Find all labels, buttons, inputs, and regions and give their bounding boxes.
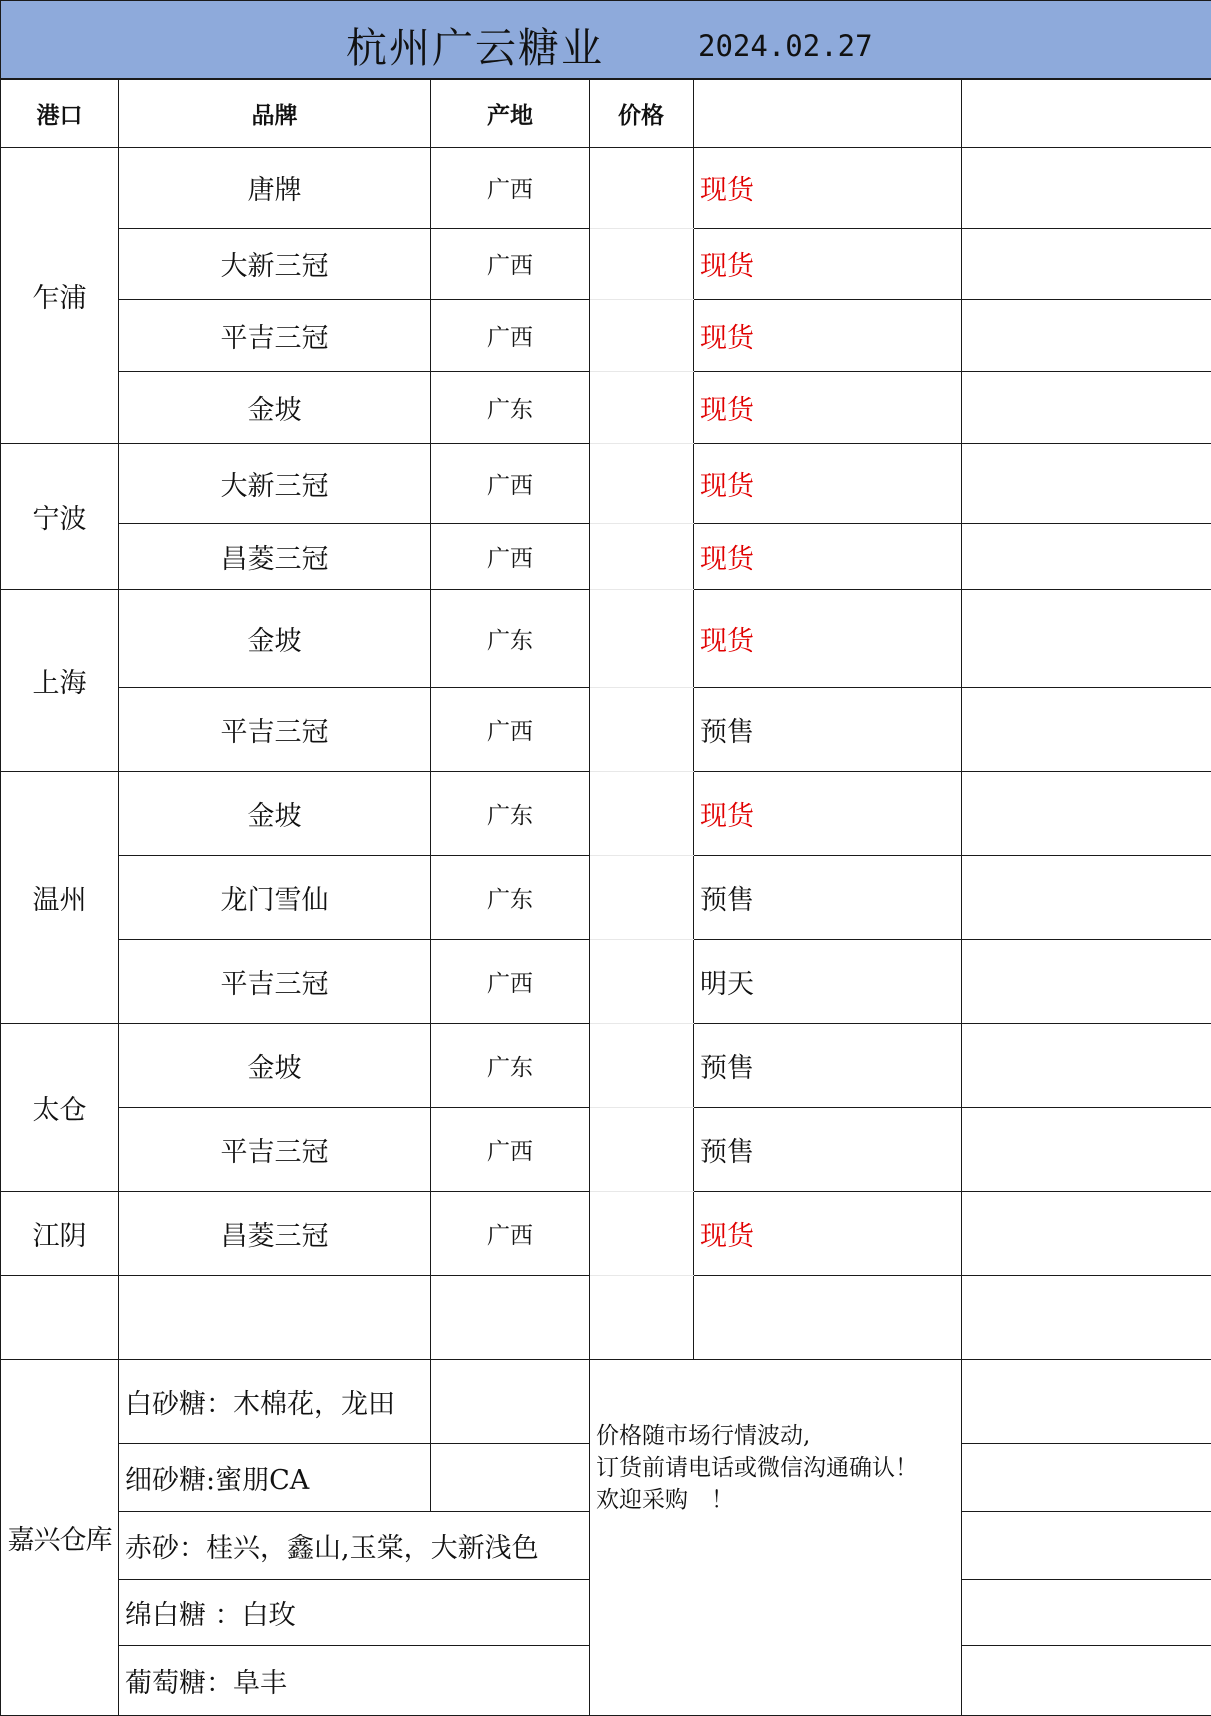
status-cell[interactable]: 现货 (694, 443, 962, 523)
blank-cell[interactable] (962, 855, 1211, 939)
origin-cell[interactable]: 广西 (431, 687, 590, 771)
blank-cell[interactable] (962, 299, 1211, 371)
blank-cell[interactable] (962, 228, 1211, 299)
brand-cell[interactable]: 昌菱三冠 (119, 523, 431, 589)
header-brand[interactable]: 品牌 (119, 79, 431, 147)
port-cell[interactable]: 乍浦 (1, 147, 119, 443)
blank-cell[interactable] (962, 443, 1211, 523)
blank-cell[interactable] (431, 1443, 590, 1511)
brand-cell[interactable]: 龙门雪仙 (119, 855, 431, 939)
price-cell[interactable] (590, 855, 694, 939)
brand-cell[interactable]: 金坡 (119, 1023, 431, 1107)
empty-row (1, 1275, 1211, 1359)
notice-line: 订货前请电话或微信沟通确认！ (596, 1452, 961, 1484)
table-row (1, 299, 1211, 371)
table-row (1, 523, 1211, 589)
brand-cell[interactable]: 金坡 (119, 371, 431, 443)
price-cell[interactable] (590, 371, 694, 443)
brand-cell[interactable]: 昌菱三冠 (119, 1191, 431, 1275)
sheet-date: 2024.02.27 (698, 29, 873, 63)
blank-cell[interactable] (962, 771, 1211, 855)
origin-cell[interactable]: 广西 (431, 1191, 590, 1275)
blank-cell[interactable] (962, 1645, 1211, 1715)
status-cell[interactable]: 现货 (694, 771, 962, 855)
table-row (1, 771, 1211, 855)
header-origin[interactable]: 产地 (431, 79, 590, 147)
port-cell[interactable]: 温州 (1, 771, 119, 1023)
blank-cell[interactable] (590, 1275, 694, 1359)
table-row (1, 147, 1211, 228)
blank-cell[interactable] (962, 939, 1211, 1023)
price-cell[interactable] (590, 589, 694, 687)
blank-cell[interactable] (962, 371, 1211, 443)
header-blank-1[interactable] (694, 79, 962, 147)
brand-cell[interactable]: 平吉三冠 (119, 1107, 431, 1191)
table-row (1, 228, 1211, 299)
table-row (1, 855, 1211, 939)
table-row (1, 939, 1211, 1023)
price-cell[interactable] (590, 228, 694, 299)
warehouse-row (1, 1359, 1211, 1443)
warehouse-item[interactable]: 白砂糖：木棉花，龙田 (119, 1359, 431, 1443)
origin-cell[interactable]: 广西 (431, 228, 590, 299)
status-cell[interactable]: 现货 (694, 523, 962, 589)
blank-cell[interactable] (962, 1511, 1211, 1579)
status-cell[interactable]: 现货 (694, 589, 962, 687)
origin-cell[interactable]: 广东 (431, 371, 590, 443)
status-cell[interactable]: 预售 (694, 687, 962, 771)
port-cell[interactable]: 江阴 (1, 1191, 119, 1275)
header-port[interactable]: 港口 (1, 79, 119, 147)
blank-cell[interactable] (962, 1023, 1211, 1107)
price-cell[interactable] (590, 443, 694, 523)
blank-cell[interactable] (1, 1275, 119, 1359)
brand-cell[interactable]: 大新三冠 (119, 228, 431, 299)
status-cell[interactable]: 现货 (694, 228, 962, 299)
price-cell[interactable] (590, 299, 694, 371)
blank-cell[interactable] (962, 1443, 1211, 1511)
origin-cell[interactable]: 广西 (431, 1107, 590, 1191)
table-row (1, 1107, 1211, 1191)
origin-cell[interactable]: 广西 (431, 939, 590, 1023)
notice-cell[interactable] (590, 1359, 962, 1715)
company-title: 杭州广云糖业 (346, 15, 604, 74)
blank-cell[interactable] (962, 1107, 1211, 1191)
table-row (1, 371, 1211, 443)
price-cell[interactable] (590, 687, 694, 771)
brand-cell[interactable]: 平吉三冠 (119, 939, 431, 1023)
price-cell[interactable] (590, 771, 694, 855)
origin-cell[interactable]: 广西 (431, 147, 590, 228)
table-row (1, 1023, 1211, 1107)
warehouse-item[interactable]: 细砂糖:蜜朋CA (119, 1443, 431, 1511)
title-bar (1, 1, 1211, 80)
blank-cell[interactable] (962, 687, 1211, 771)
table-row (1, 589, 1211, 687)
header-blank-2[interactable] (962, 79, 1211, 147)
price-cell[interactable] (590, 939, 694, 1023)
brand-cell[interactable]: 平吉三冠 (119, 299, 431, 371)
notice-line: 欢迎采购 ！ (596, 1484, 961, 1516)
header-price[interactable]: 价格 (590, 79, 694, 147)
notice-line: 价格随市场行情波动, (596, 1420, 961, 1452)
header-row (1, 79, 1211, 147)
brand-cell[interactable]: 大新三冠 (119, 443, 431, 523)
blank-cell[interactable] (962, 1579, 1211, 1645)
table-row (1, 1191, 1211, 1275)
port-cell[interactable]: 上海 (1, 589, 119, 771)
brand-cell[interactable]: 平吉三冠 (119, 687, 431, 771)
status-cell[interactable]: 预售 (694, 855, 962, 939)
status-cell[interactable]: 预售 (694, 1107, 962, 1191)
origin-cell[interactable]: 广西 (431, 523, 590, 589)
blank-cell[interactable] (694, 1275, 962, 1359)
status-cell[interactable]: 现货 (694, 1191, 962, 1275)
origin-cell[interactable]: 广东 (431, 855, 590, 939)
status-cell[interactable]: 现货 (694, 299, 962, 371)
status-cell[interactable]: 明天 (694, 939, 962, 1023)
blank-cell[interactable] (431, 1359, 590, 1443)
blank-cell[interactable] (962, 1359, 1211, 1443)
warehouse-name[interactable]: 嘉兴仓库 (1, 1359, 119, 1715)
port-cell[interactable]: 宁波 (1, 443, 119, 589)
origin-cell[interactable]: 广西 (431, 443, 590, 523)
price-cell[interactable] (590, 1107, 694, 1191)
blank-cell[interactable] (962, 523, 1211, 589)
price-cell[interactable] (590, 1023, 694, 1107)
table-row (1, 687, 1211, 771)
origin-cell[interactable]: 广东 (431, 771, 590, 855)
price-cell[interactable] (590, 1191, 694, 1275)
warehouse-item[interactable]: 赤砂：桂兴，鑫山,玉棠，大新浅色 (119, 1511, 590, 1579)
origin-cell[interactable]: 广西 (431, 299, 590, 371)
port-cell[interactable]: 太仓 (1, 1023, 119, 1191)
status-cell[interactable]: 现货 (694, 147, 962, 228)
blank-cell[interactable] (431, 1275, 590, 1359)
origin-cell[interactable]: 广东 (431, 589, 590, 687)
brand-cell[interactable]: 金坡 (119, 589, 431, 687)
warehouse-item[interactable]: 绵白糖 ：白玫 (119, 1579, 590, 1645)
status-cell[interactable]: 预售 (694, 1023, 962, 1107)
brand-cell[interactable]: 唐牌 (119, 147, 431, 228)
table-row (1, 443, 1211, 523)
blank-cell[interactable] (962, 147, 1211, 228)
brand-cell[interactable]: 金坡 (119, 771, 431, 855)
blank-cell[interactable] (119, 1275, 431, 1359)
origin-cell[interactable]: 广东 (431, 1023, 590, 1107)
blank-cell[interactable] (962, 1275, 1211, 1359)
blank-cell[interactable] (962, 589, 1211, 687)
warehouse-item[interactable]: 葡萄糖：阜丰 (119, 1645, 590, 1715)
blank-cell[interactable] (962, 1191, 1211, 1275)
price-cell[interactable] (590, 523, 694, 589)
status-cell[interactable]: 现货 (694, 371, 962, 443)
price-cell[interactable] (590, 147, 694, 228)
